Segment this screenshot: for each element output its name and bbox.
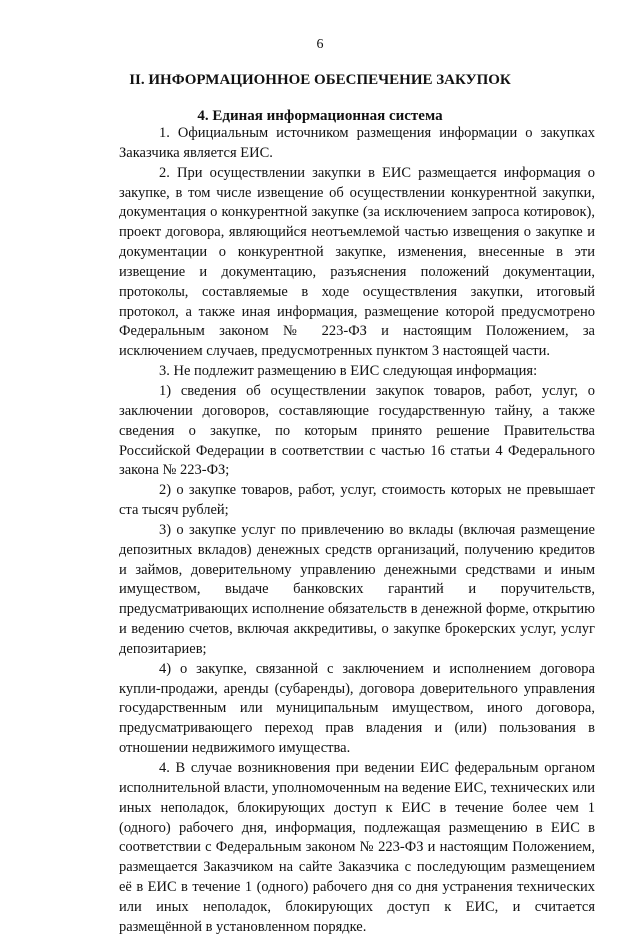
paragraph-3: 3. Не подлежит размещению в ЕИС следующая информация: — [159, 363, 538, 380]
paragraph-4: 4. В случае возникновения при ведении ЕИС федеральным органом исполнительной власти, уполномоченным на ведение ЕИС, технических или иных неполадок, блокирующих доступ к ЕИС в течение более чем 1 (одного) рабочего дня, информация, подлежащая размещению в ЕИС в соответствии с Федеральным законом № 223-ФЗ и настоящим Положением, размещается Заказчиком на сайте Заказчика с последующим размещением её в ЕИС в течение 1 (одного) рабочего дня со дня устранения технических или иных неполадок, блокирующих доступ к ЕИС, и считается размещённой в установленном порядке. — [119, 760, 595, 935]
list-item-3: 3) о закупке услуг по привлечению во вклады (включая размещение депозитных вкладов) денежных средств организаций, получению кредитов и займов, доверительному управлению денежными средствами и иным имуществом, выдаче банковских гарантий и поручительств, предусматривающих исполнение обязательств в денежной форме, открытию и ведению счетов, включая аккредитивы, о закупке брокерских услуг, услуг депозитариев; — [119, 521, 595, 657]
subsection-title: 4. Единая информационная система — [197, 108, 443, 124]
section-title: II. ИНФОРМАЦИОННОЕ ОБЕСПЕЧЕНИЕ ЗАКУПОК — [129, 72, 511, 88]
list-item-4: 4) о закупке, связанной с заключением и исполнением договора купли-продажи, аренды (субаренды), договора доверительного управления государственным или муниципальным имуществом, иного договора, предусматривающего переход прав владения и (или) пользования в отношении недвижимого имущества. — [119, 660, 595, 757]
list-item-2: 2) о закупке товаров, работ, услуг, стоимость которых не превышает ста тысяч рублей; — [119, 482, 595, 519]
document-body — [119, 124, 595, 938]
list-item-1: 1) сведения об осуществлении закупок товаров, работ, услуг, о заключении договоров, составляющие государственную тайну, а также сведения о закупке, по которым принято решение Правительства Российской Федерации в соответствии с частью 16 статьи 4 Федерального закона № 223-ФЗ; — [119, 382, 595, 479]
page-number: 6 — [316, 37, 324, 52]
paragraph-1: 1. Официальным источником размещения информации о закупках Заказчика является ЕИС. — [119, 125, 595, 161]
paragraph-2: 2. При осуществлении закупки в ЕИС размещается информация о закупке, в том числе извещение об осуществлении конкурентной закупки, документация о конкурентной закупке (за исключением запроса котировок), проект договора, являющийся неотъемлемой частью извещения о закупке и документации о конкурентной закупке, изменения, внесенные в эти извещение и документацию, разъяснения положений документации, протоколы, составляемые в ходе осуществления закупки, итоговый протокол, а также иная информация, размещение которой предусмотрено Федеральным законом № 223-ФЗ и настоящим Положением, за исключением случаев, предусмотренных пунктом 3 настоящей части. — [119, 164, 595, 360]
